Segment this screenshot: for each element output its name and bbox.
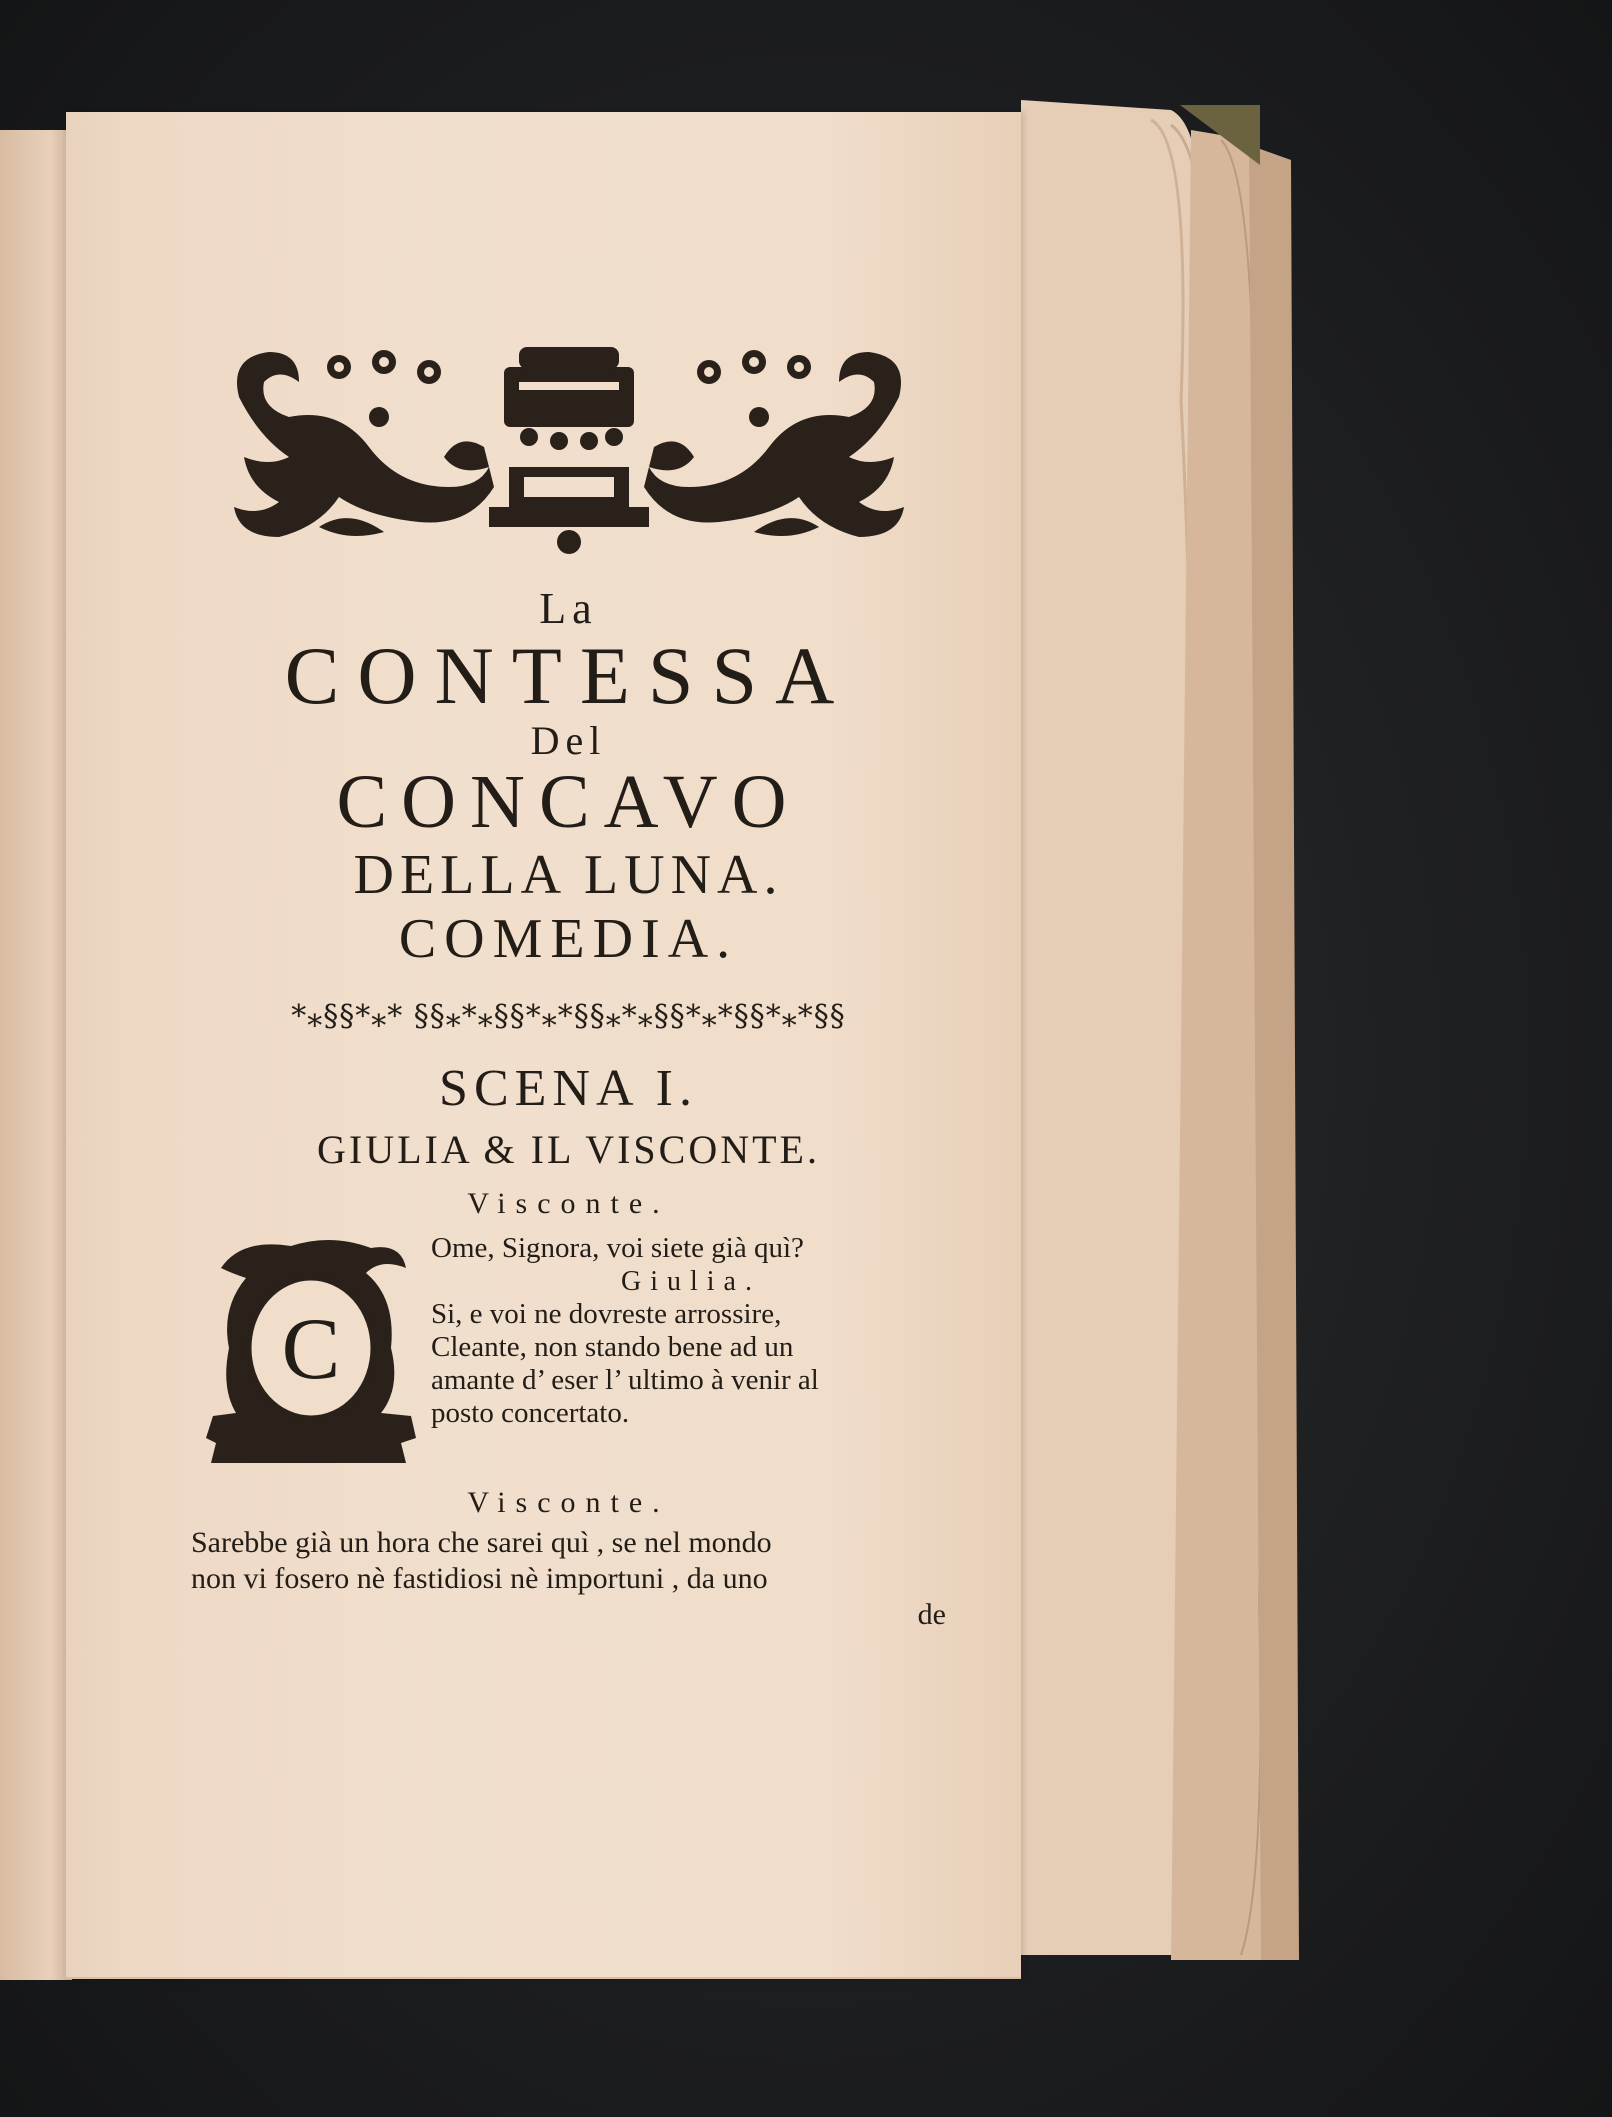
dialogue-block <box>191 1232 946 1472</box>
speaker-heading: Giulia. <box>621 1265 761 1297</box>
binding-corner <box>1180 105 1260 185</box>
title-line-genre: COMEDIA. <box>398 908 739 971</box>
text-line: amante d’ eser l’ ultimo à venir al <box>431 1363 819 1396</box>
text-line: Cleante, non stando bene ad un <box>431 1330 794 1363</box>
text-line: non vi fosero nè fastidiosi nè importuni , da uno <box>191 1561 768 1595</box>
speaker-heading: Visconte. <box>467 1485 670 1519</box>
speaker-heading: Visconte. <box>467 1186 670 1220</box>
dropcap-letter: C <box>281 1300 341 1398</box>
text-line: Si, e voi ne dovreste arrossire, <box>431 1297 782 1330</box>
text-line: posto concertato. <box>431 1396 630 1429</box>
dropcap-initial <box>201 1238 423 1466</box>
catchword: de <box>917 1597 946 1631</box>
ornament-rule: *⁎§§*⁎* §§⁎*⁎§§*⁎*§§⁎*⁎§§*⁎*§§*⁎*§§ <box>291 998 846 1034</box>
title-line-concavo: CONCAVO <box>336 760 801 845</box>
scene-characters: GIULIA & IL VISCONTE. <box>317 1126 820 1172</box>
body-text <box>191 1525 946 1633</box>
title-line-contessa: CONTESSA <box>284 630 853 721</box>
title-line-article: La <box>539 584 598 633</box>
text-line: Sarebbe già un hora che sarei quì , se nel mondo <box>191 1525 772 1559</box>
page-fore-edge <box>1021 100 1301 1960</box>
printed-page <box>66 112 1021 1979</box>
left-page-edge <box>0 130 72 1980</box>
dropcap-text <box>431 1232 951 1430</box>
title-line-del: Del <box>530 718 607 764</box>
page-text <box>191 337 946 1837</box>
woodcut-headpiece-ornament <box>219 337 919 557</box>
scene-title: SCENA I. <box>439 1059 698 1117</box>
text-line: Ome, Signora, voi siete già quì? <box>431 1231 804 1264</box>
title-line-luna: DELLA LUNA. <box>353 843 784 906</box>
